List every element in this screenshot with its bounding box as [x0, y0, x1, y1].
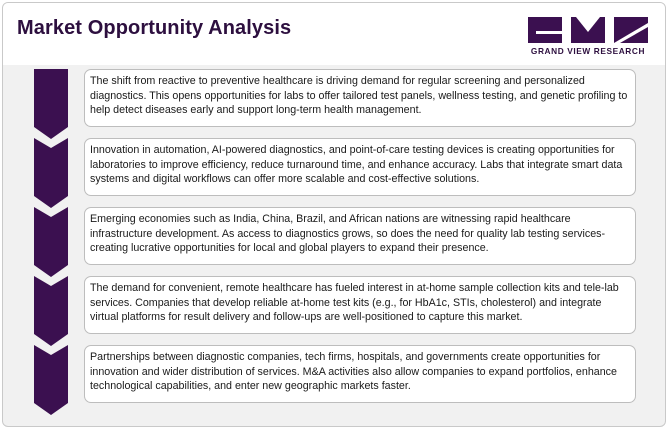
- opportunity-row: [34, 276, 636, 334]
- opportunity-row: [34, 69, 636, 127]
- opportunity-text: The shift from reactive to preventive healthcare is driving demand for regular screening and personalized diagnostics. This opens opportunities for labs to offer tailored test panels, wellness testing, and genetic profiling to help detect diseases early and support long-term health management.: [90, 75, 628, 117]
- logo-mark-icon: [528, 17, 648, 43]
- opportunity-text: Innovation in automation, AI-powered diagnostics, and point-of-care testing devices is creating opportunities for laboratories to improve efficiency, reduce turnaround time, and enhance accuracy. Labs that integrate smart data systems and digital workflows can offer more scalable and cost-effective solutions.: [90, 144, 623, 186]
- opportunity-text: Emerging economies such as India, China, Brazil, and African nations are witnessing rapid healthcare infrastructure development. As access to diagnostics grows, so does the need for quality lab testing services-creating lucrative opportunities for local and global players to expand their presence.: [90, 213, 606, 255]
- opportunity-row: [34, 207, 636, 265]
- opportunity-row: [34, 345, 636, 403]
- logo-text: GRAND VIEW RESEARCH: [530, 46, 646, 56]
- grand-view-research-logo: [526, 17, 650, 59]
- opportunity-row: [34, 138, 636, 196]
- opportunity-text: The demand for convenient, remote healthcare has fueled interest in at-home sample collection kits and tele-lab services. Companies that develop reliable at-home test kits (e.g., for HbA1c, STIs, cholesterol) and integrate virtual platforms for result delivery and follow-ups are well-positioned to capture this market.: [90, 282, 619, 324]
- opportunity-text: Partnerships between diagnostic companies, tech firms, hospitals, and governments create opportunities for innovation and wider distribution of services. M&A activities also allow companies to expand portfolios, enhance technological capabilities, and enter new geographic markets faster.: [90, 351, 617, 393]
- page-title: Market Opportunity Analysis: [17, 17, 292, 39]
